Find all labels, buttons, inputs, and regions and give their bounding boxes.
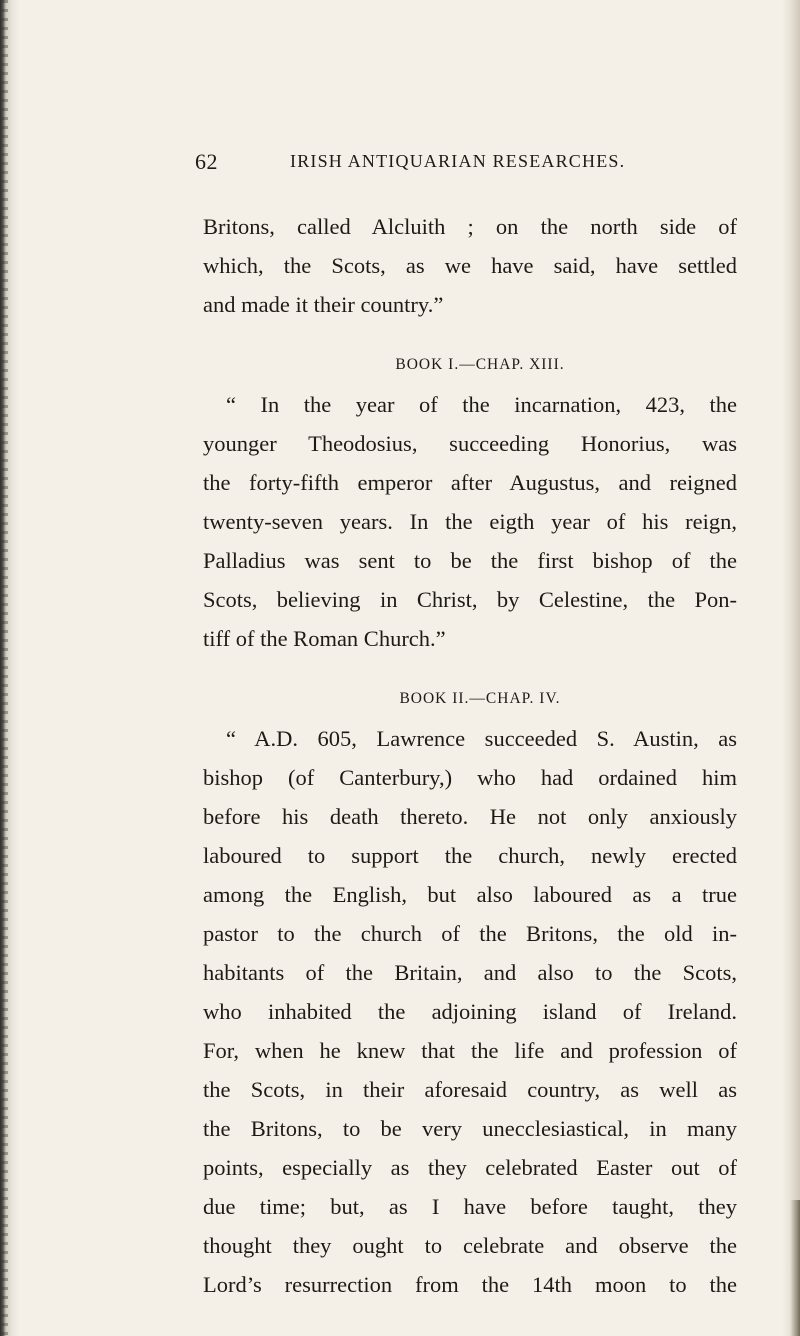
text-line: Palladius was sent to be the first bishop of the <box>203 548 737 573</box>
text-line: due time; but, as I have before taught, they <box>203 1194 737 1219</box>
text-line: laboured to support the church, newly erected <box>203 843 737 868</box>
text-line: points, especially as they celebrated Easter out of <box>203 1155 737 1180</box>
section-gap <box>203 324 737 344</box>
text-line: habitants of the Britain, and also to the Scots, <box>203 960 737 985</box>
text-line: Scots, believing in Christ, by Celestine, the Pon- <box>203 587 737 612</box>
page-edge <box>782 0 800 1336</box>
text-line: bishop (of Canterbury,) who had ordained him <box>203 765 737 790</box>
binding-stitching <box>2 0 8 1336</box>
text-line: twenty-seven years. In the eigth year of his reign, <box>203 509 737 534</box>
section-gap <box>203 658 737 678</box>
binding-gutter <box>0 0 20 1336</box>
text-line: For, when he knew that the life and profession of <box>203 1038 737 1063</box>
text-line: and made it their country.” <box>203 292 444 317</box>
text-line: tiff of the Roman Church.” <box>203 626 446 651</box>
text-line: “ In the year of the incarnation, 423, the <box>226 392 737 417</box>
text-line: “ A.D. 605, Lawrence succeeded S. Austin, as <box>226 726 737 751</box>
text-line: Lord’s resurrection from the 14th moon to the <box>203 1272 737 1297</box>
text-line: Britons, called Alcluith ; on the north side of <box>203 214 737 239</box>
text-line: the forty-fifth emperor after Augustus, and reigned <box>203 470 737 495</box>
running-title: IRISH ANTIQUARIAN RESEARCHES. <box>290 151 626 171</box>
text-line: which, the Scots, as we have said, have settled <box>203 253 737 278</box>
text-line: the Scots, in their aforesaid country, as well as <box>203 1077 737 1102</box>
text-line: pastor to the church of the Britons, the old in- <box>203 921 737 946</box>
body-text <box>203 207 737 1304</box>
text-line: younger Theodosius, succeeding Honorius, was <box>203 431 737 456</box>
text-line: the Britons, to be very unecclesiastical, in many <box>203 1116 737 1141</box>
text-line: who inhabited the adjoining island of Ireland. <box>203 999 737 1024</box>
chapter-heading: BOOK I.—CHAP. XIII. <box>395 356 565 373</box>
page-header <box>195 149 735 177</box>
page-edge-shadow <box>790 1200 800 1336</box>
text-line: before his death thereto. He not only anxiously <box>203 804 737 829</box>
page-number: 62 <box>195 149 218 174</box>
chapter-heading: BOOK II.—CHAP. IV. <box>399 690 561 707</box>
text-line: among the English, but also laboured as a true <box>203 882 737 907</box>
text-line: thought they ought to celebrate and observe the <box>203 1233 737 1258</box>
